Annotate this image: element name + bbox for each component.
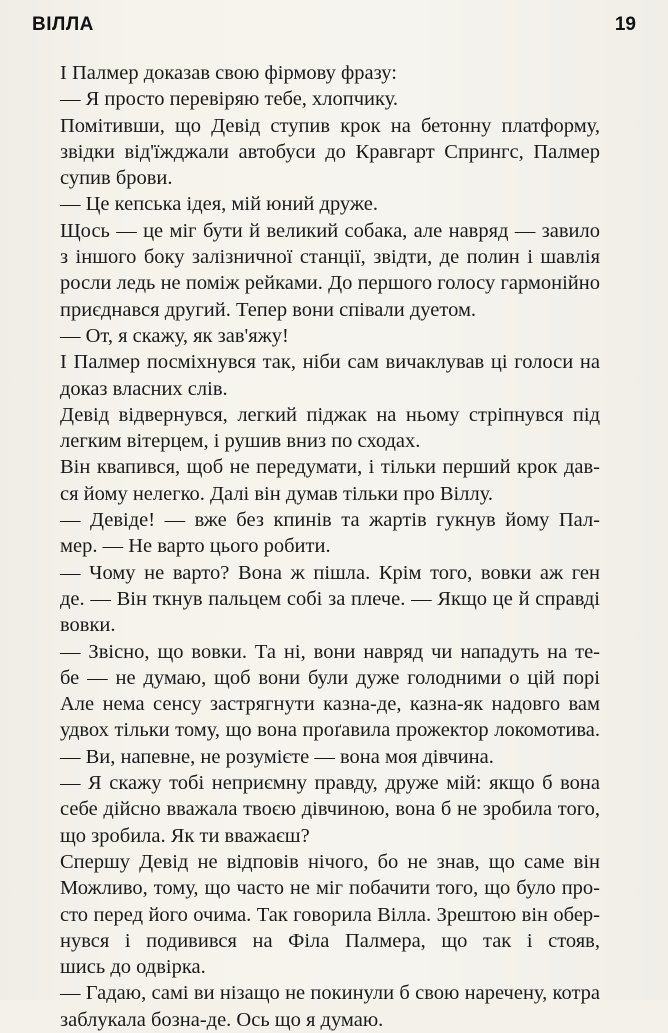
text-line: Спершу Девід не відповів нічого, бо не знав, що саме він (60, 850, 600, 873)
text-line: Помітивши, що Девід ступив крок на бетонну платформу, (60, 114, 600, 137)
running-head-title: ВІЛЛА (32, 14, 94, 35)
text-line: — Гадаю, самі ви нізащо не покинули б свою наречену, котра (60, 982, 600, 1005)
text-line: росли ледь не поміж рейками. До першого голосу гармонійно (60, 272, 600, 295)
text-line: — Це кепська ідея, мій юний друже. (60, 193, 379, 216)
text-line: — Я просто перевіряю тебе, хлопчику. (60, 88, 399, 111)
text-line: бе — не думаю, щоб вони були дуже голодними о цій порі (60, 666, 600, 689)
text-line: супив брови. (60, 167, 173, 190)
text-line: — Девіде! — вже без кпинів та жартів гукнув йому Пал- (60, 509, 600, 532)
text-line: звідки від'їжджали автобуси до Кравгарт Спрингс, Палмер (60, 140, 600, 163)
text-line: себе дійсно вважала твоєю дівчиною, вона б не зробила того, (60, 798, 600, 821)
text-line: І Палмер доказав свою фірмову фразу: (60, 62, 397, 84)
text-line: нувся і подивився на Філа Палмера, що так і стояв, (60, 929, 600, 952)
text-line: приєднався другий. Тепер вони співали дуетом. (60, 298, 477, 321)
text-line: мер. — Не варто цього робити. (60, 535, 331, 558)
text-line: ся йому нелегко. Далі він думав тільки про Віллу. (60, 482, 494, 505)
page-number: 19 (614, 14, 636, 35)
text-line: Щось — це міг бути й великий собака, але навряд — завило (60, 219, 600, 242)
body-text (60, 60, 600, 1033)
text-line: де. — Він ткнув пальцем собі за плече. — Якщо це й справді (60, 587, 600, 610)
text-line: — Звісно, що вовки. Та ні, вони навряд чи нападуть на те- (60, 640, 600, 663)
text-line: Але нема сенсу застрягнути казна-де, казна-як надовго вам (60, 693, 600, 716)
text-line: — Ви, напевне, не розумієте — вона моя дівчина. (60, 745, 494, 768)
text-line: І Палмер посміхнувся так, ніби сам вичаклував ці голоси на (60, 351, 600, 374)
text-line: — Я скажу тобі неприємну правду, друже мій: якщо б вона (60, 772, 600, 795)
text-line: доказ власних слів. (60, 377, 228, 400)
text-line: Девід відвернувся, легкий піджак на ньому стріпнувся під (60, 403, 600, 426)
text-line: легким вітерцем, і рушив вниз по сходах. (60, 430, 421, 453)
text-line: — От, я скажу, як зав'яжу! (60, 324, 289, 347)
text-line: заблукала бозна-де. Ось що я думаю. (60, 1008, 384, 1031)
text-line: сто перед його очима. Так говорила Вілла. Зрештою він обер- (60, 903, 600, 926)
text-line: Він квапився, щоб не передумати, і тільки перший крок дав- (60, 456, 600, 479)
text-line: вовки. (60, 614, 116, 637)
text-line: що зробила. Як ти вважаєш? (60, 824, 310, 847)
text-line: удвох тільки тому, що вона проґавила прожектор локомотива. (60, 719, 600, 742)
text-line: — Чому не варто? Вона ж пішла. Крім того, вовки аж ген (60, 561, 600, 584)
text-line: з іншого боку залізничної станції, звідти, де полин і шавлія (60, 246, 600, 269)
text-line: Можливо, тому, що часто не міг побачити того, що було про- (60, 877, 600, 900)
text-line: шись до одвірка. (60, 956, 206, 979)
